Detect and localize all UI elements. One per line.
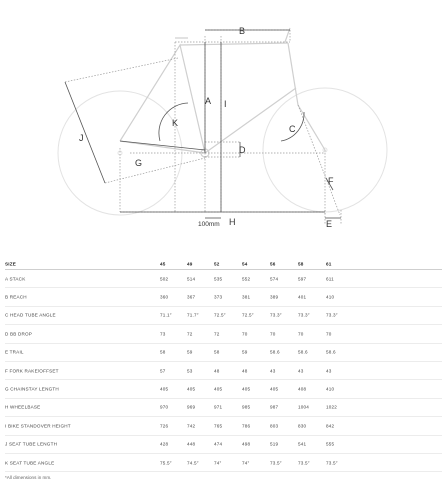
table-cell: 987	[270, 404, 279, 410]
table-cell: 969	[187, 404, 196, 410]
table-cell: 786	[242, 423, 251, 429]
table-row	[5, 344, 442, 362]
label-a: A	[205, 96, 212, 106]
table-cell: 611	[326, 276, 334, 282]
table-header	[5, 258, 442, 270]
row-label: F FORK RAKE/OFFSET	[5, 368, 59, 374]
label-d: D	[239, 145, 246, 155]
row-label: H WHEELBASE	[5, 404, 41, 410]
table-cell: 765	[214, 423, 223, 429]
table-cell: 58.6	[326, 349, 336, 355]
table-cell: 742	[187, 423, 196, 429]
table-row	[5, 417, 442, 435]
table-cell: 1004	[298, 404, 310, 410]
row-label: B REACH	[5, 294, 27, 300]
table-cell: 70	[298, 331, 304, 337]
size-column-header: 54	[242, 261, 248, 266]
size-column-header: 56	[270, 261, 276, 266]
table-cell: 405	[270, 386, 279, 392]
bike-frame	[120, 28, 325, 157]
table-cell: 73.5°	[270, 460, 282, 466]
label-b: B	[239, 26, 246, 36]
table-cell: 381	[242, 294, 251, 300]
table-row	[5, 288, 442, 306]
table-cell: 72.5°	[214, 312, 226, 318]
table-cell: 70	[326, 331, 332, 337]
table-cell: 74°	[242, 460, 250, 466]
table-cell: 541	[298, 441, 307, 447]
table-cell: 448	[187, 441, 196, 447]
table-cell: 73.5°	[326, 460, 338, 466]
table-cell: 830	[298, 423, 307, 429]
table-cell: 401	[298, 294, 307, 300]
table-cell: 43	[298, 368, 304, 374]
table-cell: 803	[270, 423, 279, 429]
table-cell: 405	[242, 386, 251, 392]
table-cell: 405	[160, 386, 169, 392]
label-i: I	[224, 99, 227, 109]
table-cell: 70	[270, 331, 276, 337]
table-cell: 74°	[214, 460, 222, 466]
row-label: K SEAT TUBE ANGLE	[5, 460, 55, 466]
table-cell: 58	[160, 349, 166, 355]
table-cell: 73.3°	[270, 312, 282, 318]
table-cell: 48	[242, 368, 248, 374]
table-row	[5, 362, 442, 380]
table-cell: 53	[187, 368, 193, 374]
table-row	[5, 270, 442, 288]
row-label: G CHAINSTAY LENGTH	[5, 386, 59, 392]
size-column-header: 49	[187, 261, 193, 266]
table-cell: 367	[187, 294, 196, 300]
table-cell: 519	[270, 441, 279, 447]
table-cell: 48	[214, 368, 220, 374]
table-row	[5, 307, 442, 325]
table-cell: 57	[160, 368, 166, 374]
table-cell: 72.5°	[242, 312, 254, 318]
label-g: G	[135, 158, 143, 168]
table-cell: 410	[326, 386, 335, 392]
table-cell: 58.6	[270, 349, 280, 355]
table-cell: 498	[242, 441, 251, 447]
geometry-table	[5, 258, 442, 480]
label-f: F	[328, 176, 334, 186]
row-label: E TRAIL	[5, 349, 24, 355]
table-cell: 971	[214, 404, 223, 410]
table-cell: 502	[160, 276, 169, 282]
table-cell: 73.5°	[298, 460, 310, 466]
table-cell: 514	[187, 276, 196, 282]
label-k: K	[172, 118, 179, 128]
table-cell: 72	[214, 331, 220, 337]
table-cell: 970	[160, 404, 169, 410]
bb-offset-label: 100mm	[198, 221, 220, 228]
table-cell: 428	[160, 441, 169, 447]
row-label: D BB DROP	[5, 331, 33, 337]
size-column-header: 61	[326, 261, 332, 266]
table-cell: 71.7°	[187, 312, 199, 318]
row-label: C HEAD TUBE ANGLE	[5, 312, 56, 318]
table-cell: 74.5°	[187, 460, 199, 466]
table-cell: 71.1°	[160, 312, 172, 318]
label-c: C	[289, 124, 296, 134]
row-label: J SEAT TUBE LENGTH	[5, 441, 58, 447]
guide-lines	[65, 30, 341, 225]
table-cell: 389	[270, 294, 279, 300]
table-cell: 552	[242, 276, 251, 282]
table-row	[5, 325, 442, 343]
table-cell: 43	[326, 368, 332, 374]
table-cell: 597	[298, 276, 307, 282]
table-cell: 59	[187, 349, 193, 355]
table-cell: 43	[270, 368, 276, 374]
size-column-header: 58	[298, 261, 304, 266]
table-row	[5, 380, 442, 398]
table-cell: 73.3°	[326, 312, 338, 318]
table-cell: 405	[187, 386, 196, 392]
table-row	[5, 399, 442, 417]
label-h: H	[229, 217, 236, 227]
table-cell: 73	[160, 331, 166, 337]
table-row	[5, 436, 442, 454]
size-column-header: 52	[214, 261, 220, 266]
table-cell: 842	[326, 423, 335, 429]
table-cell: 72	[187, 331, 193, 337]
size-column-header: 45	[160, 261, 166, 266]
table-cell: 405	[214, 386, 223, 392]
footnote: *All dimensions in mm.	[5, 475, 52, 480]
table-cell: 410	[326, 294, 335, 300]
table-cell: 555	[326, 441, 335, 447]
table-cell: 373	[214, 294, 223, 300]
table-cell: 474	[214, 441, 223, 447]
table-cell: 360	[160, 294, 169, 300]
table-cell: 408	[298, 386, 307, 392]
table-cell: 58.6	[298, 349, 308, 355]
label-e: E	[326, 219, 333, 229]
table-cell: 574	[270, 276, 279, 282]
row-label: I BIKE STANDOVER HEIGHT	[5, 423, 71, 429]
row-label: A STACK	[5, 276, 26, 282]
table-cell: 726	[160, 423, 169, 429]
table-body	[5, 270, 442, 472]
table-cell: 985	[242, 404, 251, 410]
size-header: SIZE	[5, 261, 17, 266]
table-cell: 75.5°	[160, 460, 172, 466]
table-cell: 73.3°	[298, 312, 310, 318]
table-row	[5, 454, 442, 472]
table-cell: 535	[214, 276, 223, 282]
measurement-lines	[65, 30, 341, 218]
table-cell: 70	[242, 331, 248, 337]
table-cell: 59	[242, 349, 248, 355]
table-cell: 1022	[326, 404, 338, 410]
table-cell: 58	[214, 349, 220, 355]
label-j: J	[79, 133, 84, 143]
